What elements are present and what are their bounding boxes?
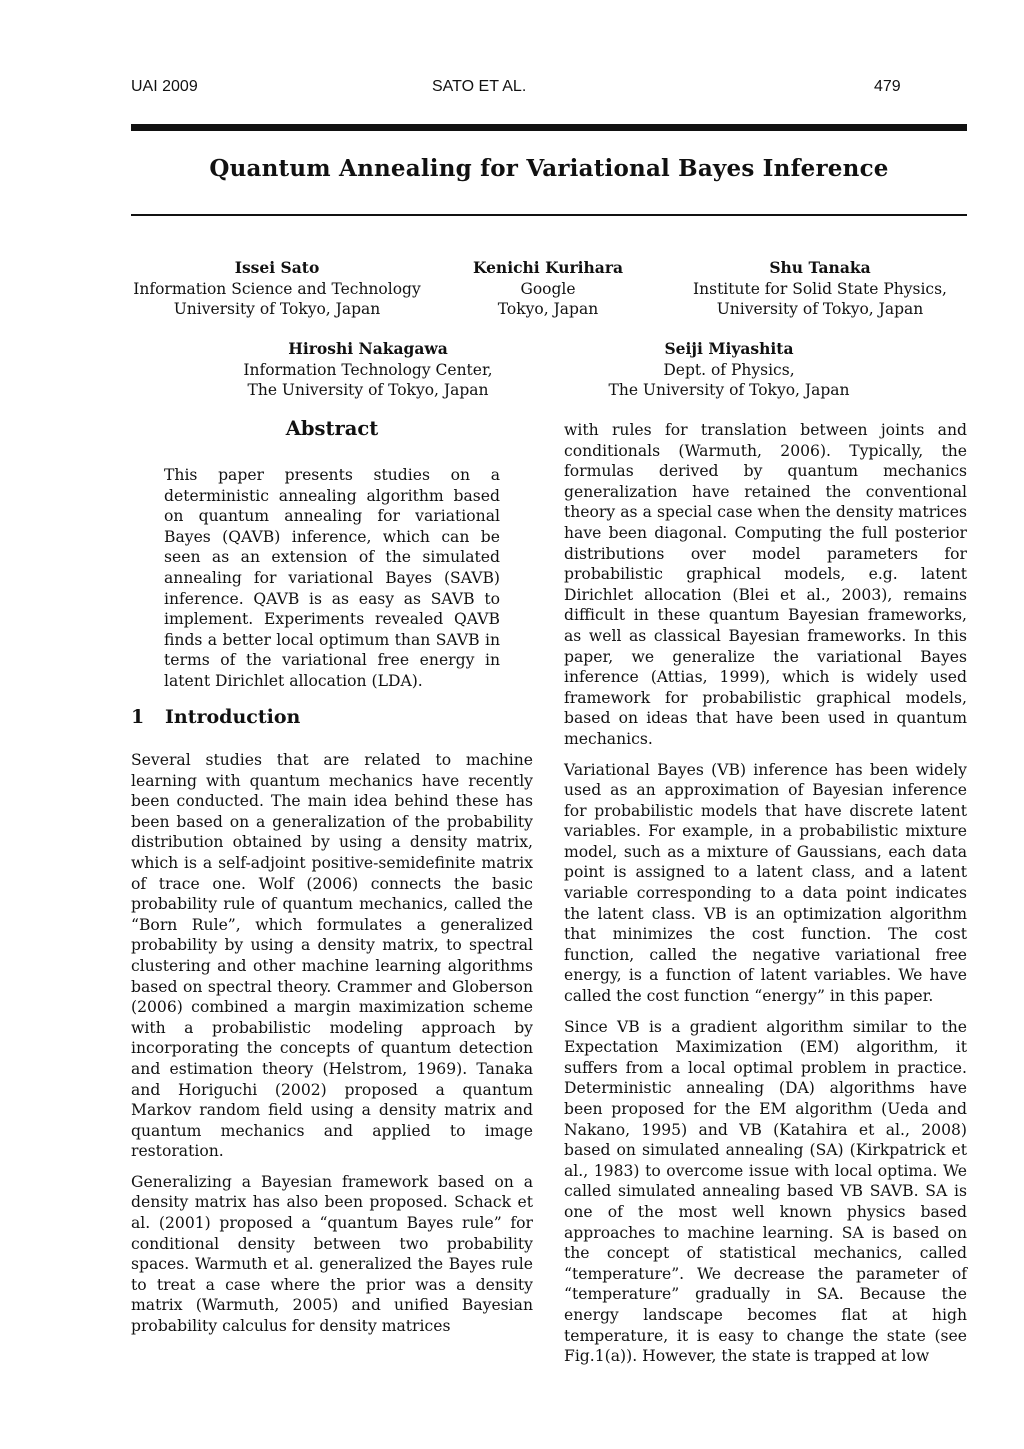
paragraph: Since VB is a gradient algorithm similar to the Expectation Maximization (EM) algorithm, it suffers from a local optimal problem in practice. Deterministic annealing (DA) algorithms have been proposed for the EM algorithm (Ueda and Nakano, 1995) and VB (Katahira et al., 2008) based on simulated annealing (SA) (Kirkpatrick et al., 1983) to overcome issue with local optima. We called simulated annealing based VB SAVB. SA is one of the most well known physics based approaches to machine learning. SA is based on the concept of statistical mechanics, called “temperature”. We decrease the parameter of “temperature” gradually in SA. Because the energy landscape becomes flat at high temperature, it is easy to change the state (see Fig.1(a)). However, the state is trapped at low: [564, 1017, 967, 1366]
author-name: Issei Sato: [234, 258, 320, 277]
paragraph: Several studies that are related to machine learning with quantum mechanics have recently been conducted. The main idea behind these has been based on a generalization of the probability distribution obtained by using a density matrix, which is a self-adjoint positive-semidefinite matrix of trace one. Wolf (2006) connects the basic probability rule of quantum mechanics, called the “Born Rule”, which formulates a generalized probability by using a density matrix, to spectral clustering and other machine learning algorithms based on spectral theory. Crammer and Globerson (2006) combined a margin maximization scheme with a probabilistic modeling approach by incorporating the concepts of quantum detection and estimation theory (Helstrom, 1969). Tanaka and Horiguchi (2002) proposed a quantum Markov random field using a density matrix and quantum mechanics and applied to image restoration.: [131, 751, 533, 1161]
paper-title: Quantum Annealing for Variational Bayes Inference: [209, 155, 889, 182]
author-location: University of Tokyo, Japan: [716, 300, 924, 318]
right-column: [564, 420, 967, 1377]
author-name: Kenichi Kurihara: [472, 258, 624, 277]
author-affiliation: Institute for Solid State Physics,: [693, 279, 947, 298]
abstract-heading: Abstract: [285, 417, 379, 440]
author-block: [228, 339, 508, 401]
running-header-page-number: 479: [874, 78, 901, 95]
left-column: [131, 750, 533, 1347]
author-name: Seiji Miyashita: [664, 339, 794, 358]
author-block: [680, 258, 960, 320]
running-header-authors: SATO ET AL.: [432, 78, 527, 95]
paragraph: Variational Bayes (VB) inference has been widely used as an approximation of Bayesian inference for probabilistic models that have discrete latent variables. For example, in a probabilistic mixture model, such as a mixture of Gaussians, each data point is assigned to a latent class, and a latent variable corresponding to a data point indicates the latent class. VB is an optimization algorithm that minimizes the cost function. The cost function, called the negative variational free energy, is a function of latent variables. We have called the cost function “energy” in this paper.: [564, 760, 967, 1006]
author-affiliation: Information Science and Technology: [133, 279, 421, 298]
author-location: Tokyo, Japan: [497, 300, 599, 318]
author-affiliation: Dept. of Physics,: [663, 360, 795, 379]
author-name: Hiroshi Nakagawa: [288, 339, 448, 358]
author-affiliation: Google: [520, 279, 576, 298]
author-block: [448, 258, 648, 320]
paragraph: Generalizing a Bayesian framework based on a density matrix has also been proposed. Schack et al. (2001) proposed a “quantum Bayes rule” for conditional density between two probability spaces. Warmuth et al. generalized the Bayes rule to treat a case where the prior was a density matrix (Warmuth, 2005) and unified Bayesian probability calculus for density matrices: [131, 1172, 533, 1336]
section-number: 1: [131, 706, 145, 728]
author-location: The University of Tokyo, Japan: [247, 381, 489, 399]
author-affiliation: Information Technology Center,: [243, 360, 493, 379]
paragraph: with rules for translation between joints and conditionals (Warmuth, 2006). Typically, the formulas derived by quantum mechanics generalization have retained the conventional theory as a special case when the density matrices have been diagonal. Computing the full posterior distributions over model parameters for probabilistic graphical models, e.g. latent Dirichlet allocation (Blei et al., 2003), remains difficult in these quantum Bayesian frameworks, as well as classical Bayesian frameworks. In this paper, we generalize the variational Bayes inference (Attias, 1999), which is widely used framework for probabilistic graphical models, based on ideas that have been used in quantum mechanics.: [564, 421, 967, 748]
title-bottom-rule: [131, 214, 967, 216]
author-block: [590, 339, 868, 401]
author-name: Shu Tanaka: [769, 258, 871, 277]
title-top-rule: [131, 124, 967, 131]
section-heading: [131, 706, 300, 728]
author-block: [131, 258, 423, 320]
author-location: The University of Tokyo, Japan: [608, 381, 850, 399]
running-header-venue: UAI 2009: [131, 78, 198, 95]
author-location: University of Tokyo, Japan: [173, 300, 381, 318]
section-title: Introduction: [165, 706, 301, 728]
abstract-text: This paper presents studies on a deterministic annealing algorithm based on quantum annealing for variational Bayes (QAVB) inference, which can be seen as an extension of the simulated annealing for variational Bayes (SAVB) inference. QAVB is as easy as SAVB to implement. Experiments revealed QAVB finds a better local optimum than SAVB in terms of the variational free energy in latent Dirichlet allocation (LDA).: [164, 466, 500, 690]
